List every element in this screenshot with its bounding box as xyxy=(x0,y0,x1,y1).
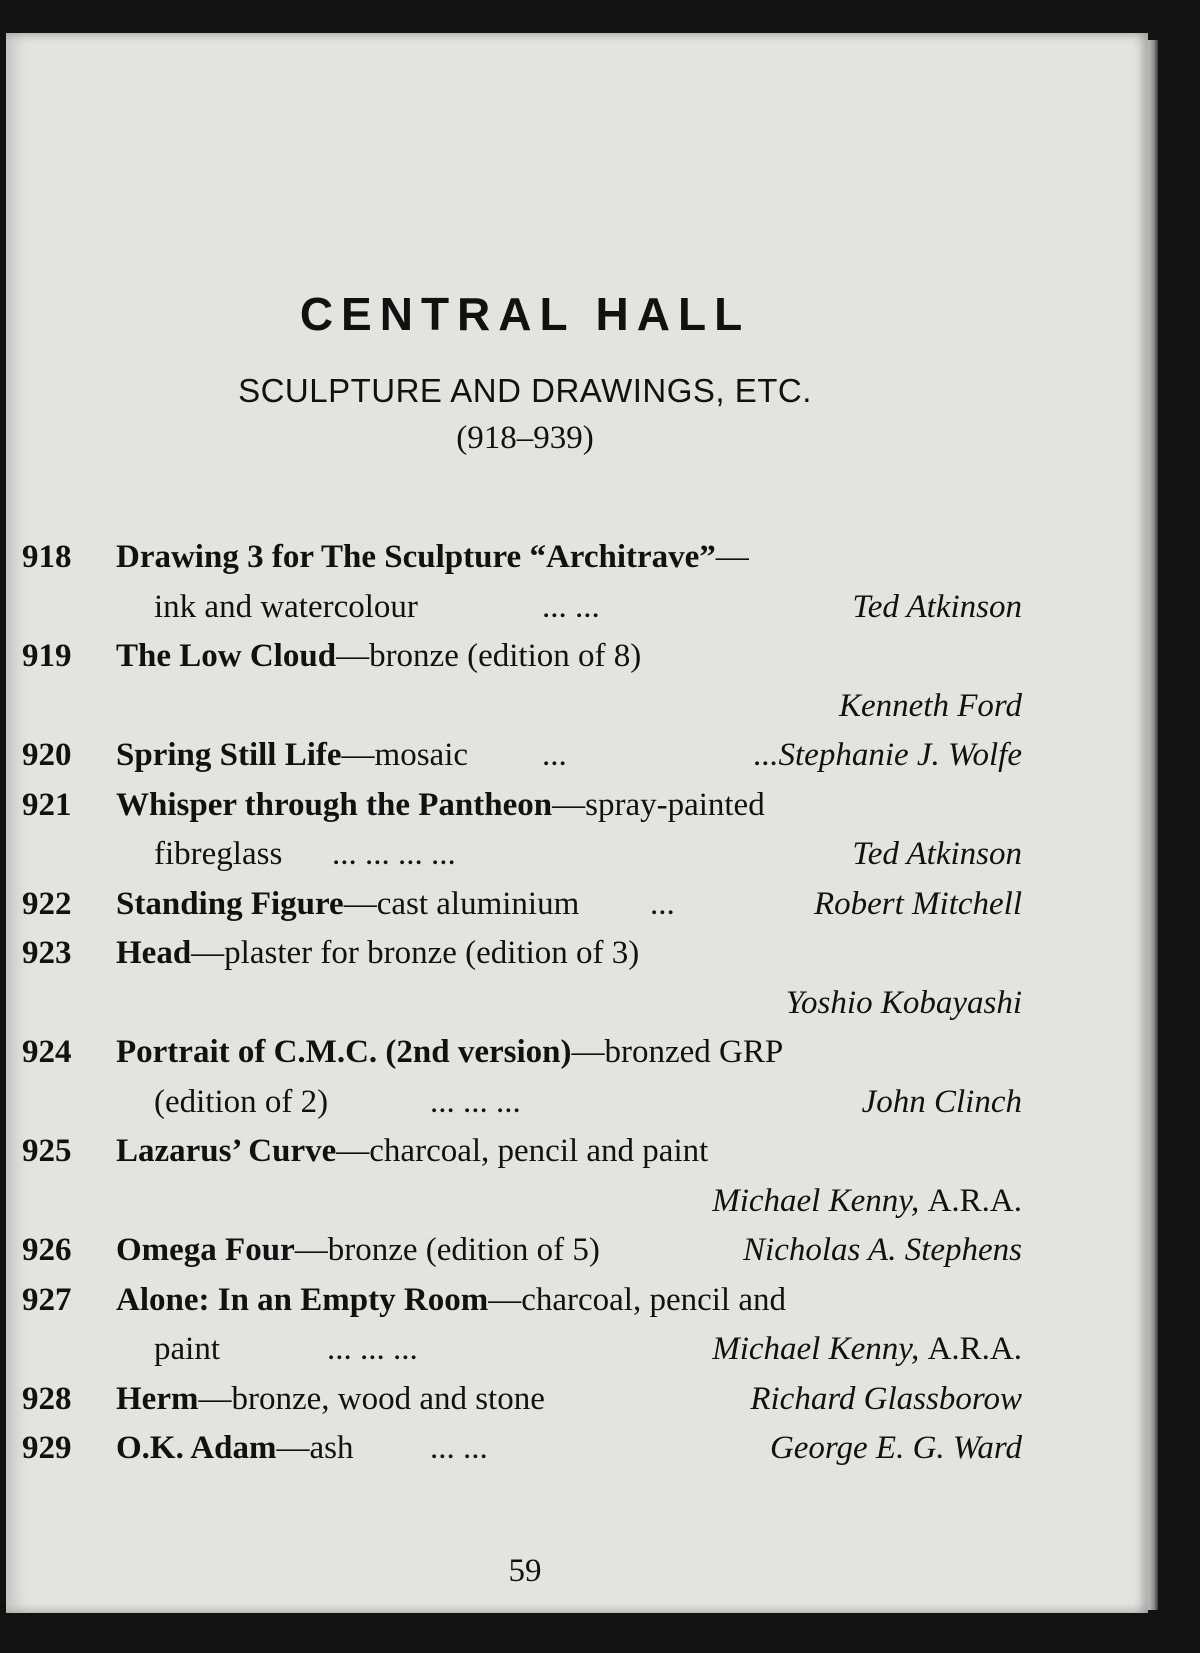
entry-artist: John Clinch xyxy=(861,1083,1022,1120)
entry-number: 918 xyxy=(22,539,72,575)
entry-number: 925 xyxy=(22,1133,72,1169)
entry-927 xyxy=(22,1276,1022,1326)
entry-number: 929 xyxy=(22,1430,72,1466)
entry-artist: Michael Kenny, xyxy=(712,1182,920,1219)
page-number: 59 xyxy=(508,1553,542,1589)
entry-number: 923 xyxy=(22,935,72,971)
leader-dots: ... xyxy=(650,885,675,922)
entry-medium: —bronzed GRP xyxy=(571,1034,784,1070)
leader-dots: ... xyxy=(542,737,567,773)
entry-artist: Yoshio Kobayashi xyxy=(785,984,1022,1021)
entry-artist: Kenneth Ford xyxy=(839,687,1022,724)
entry-921-cont xyxy=(22,830,1022,880)
entry-title: Omega Four xyxy=(116,1232,295,1268)
entry-artist: Robert Mitchell xyxy=(813,885,1022,922)
entry-920 xyxy=(22,731,1022,781)
entry-medium: —bronze (edition of 8) xyxy=(336,638,642,674)
section-subtitle: SCULPTURE AND DRAWINGS, ETC. xyxy=(238,372,812,409)
entry-919-cont xyxy=(22,682,1022,732)
entry-924 xyxy=(22,1028,1022,1078)
entry-medium-cont: fibreglass xyxy=(154,836,283,872)
entry-title: Standing Figure xyxy=(116,885,344,922)
entry-title: Head xyxy=(116,935,192,971)
entry-number: 922 xyxy=(22,885,72,922)
entry-medium: — xyxy=(715,539,749,575)
entry-number: 921 xyxy=(22,786,72,823)
entry-923-cont xyxy=(22,979,1022,1029)
entry-title: O.K. Adam xyxy=(116,1430,277,1466)
entry-medium-cont: (edition of 2) xyxy=(154,1083,329,1120)
entry-925 xyxy=(22,1127,1022,1177)
entry-artist: Ted Atkinson xyxy=(852,588,1022,625)
entry-artist: Michael Kenny, xyxy=(712,1331,920,1367)
entry-medium: —cast aluminium xyxy=(343,885,580,922)
artist-honour: A.R.A. xyxy=(927,1331,1022,1367)
entry-medium: —charcoal, pencil and xyxy=(488,1281,786,1318)
entry-title: Whisper through the Pantheon xyxy=(116,786,553,823)
entry-number: 928 xyxy=(22,1380,72,1417)
entry-artist: ...Stephanie J. Wolfe xyxy=(753,737,1022,773)
entry-number: 927 xyxy=(22,1281,72,1318)
entry-title: Portrait of C.M.C. (2nd version) xyxy=(116,1034,572,1070)
leader-dots: ... ... ... ... xyxy=(332,836,456,872)
leader-dots: ... ... ... xyxy=(430,1083,521,1120)
entry-title: Drawing 3 for The Sculpture “Architrave” xyxy=(116,539,716,575)
entry-medium-cont: ink and watercolour xyxy=(154,588,418,625)
leader-dots: ... ... ... xyxy=(327,1331,418,1367)
entry-923 xyxy=(22,929,1022,979)
catalogue-range: (918–939) xyxy=(456,420,594,456)
entry-medium-cont: paint xyxy=(154,1331,220,1367)
entry-929 xyxy=(22,1424,1022,1474)
leader-dots: ... ... xyxy=(430,1430,488,1466)
entry-918-cont xyxy=(22,583,1022,633)
entry-title: The Low Cloud xyxy=(116,638,337,674)
entry-number: 919 xyxy=(22,638,72,674)
leader-dots: ... ... xyxy=(542,588,600,625)
entry-925-cont xyxy=(22,1177,1022,1227)
entry-medium: —plaster for bronze (edition of 3) xyxy=(191,935,640,971)
entry-medium: —spray-painted xyxy=(552,786,765,823)
entry-title: Alone: In an Empty Room xyxy=(116,1281,489,1318)
entry-number: 926 xyxy=(22,1232,72,1268)
page-edge xyxy=(1148,40,1158,1610)
entry-922 xyxy=(22,880,1022,930)
entry-926 xyxy=(22,1226,1022,1276)
page-title: CENTRAL HALL xyxy=(299,288,751,340)
entry-artist: Ted Atkinson xyxy=(852,836,1022,872)
entry-921 xyxy=(22,781,1022,831)
entry-927-cont xyxy=(22,1325,1022,1375)
artist-honour: A.R.A. xyxy=(927,1182,1022,1219)
entry-medium: —ash xyxy=(276,1430,354,1466)
entry-medium: —charcoal, pencil and paint xyxy=(336,1133,709,1169)
entry-924-cont xyxy=(22,1078,1022,1128)
entry-928 xyxy=(22,1375,1022,1425)
entry-title: Spring Still Life xyxy=(116,737,342,773)
entry-919 xyxy=(22,632,1022,682)
entry-artist: Nicholas A. Stephens xyxy=(743,1232,1022,1268)
entry-artist: Richard Glassborow xyxy=(750,1380,1022,1417)
entry-number: 924 xyxy=(22,1034,72,1070)
entry-title: Lazarus’ Curve xyxy=(116,1133,337,1169)
entry-title: Herm xyxy=(116,1380,199,1417)
entry-medium: —bronze, wood and stone xyxy=(198,1380,545,1417)
entry-medium: —mosaic xyxy=(341,737,469,773)
entry-list xyxy=(22,533,1022,1474)
entry-medium: —bronze (edition of 5) xyxy=(294,1232,600,1268)
entry-918 xyxy=(22,533,1022,583)
entry-number: 920 xyxy=(22,737,72,773)
entry-artist: George E. G. Ward xyxy=(769,1430,1022,1466)
